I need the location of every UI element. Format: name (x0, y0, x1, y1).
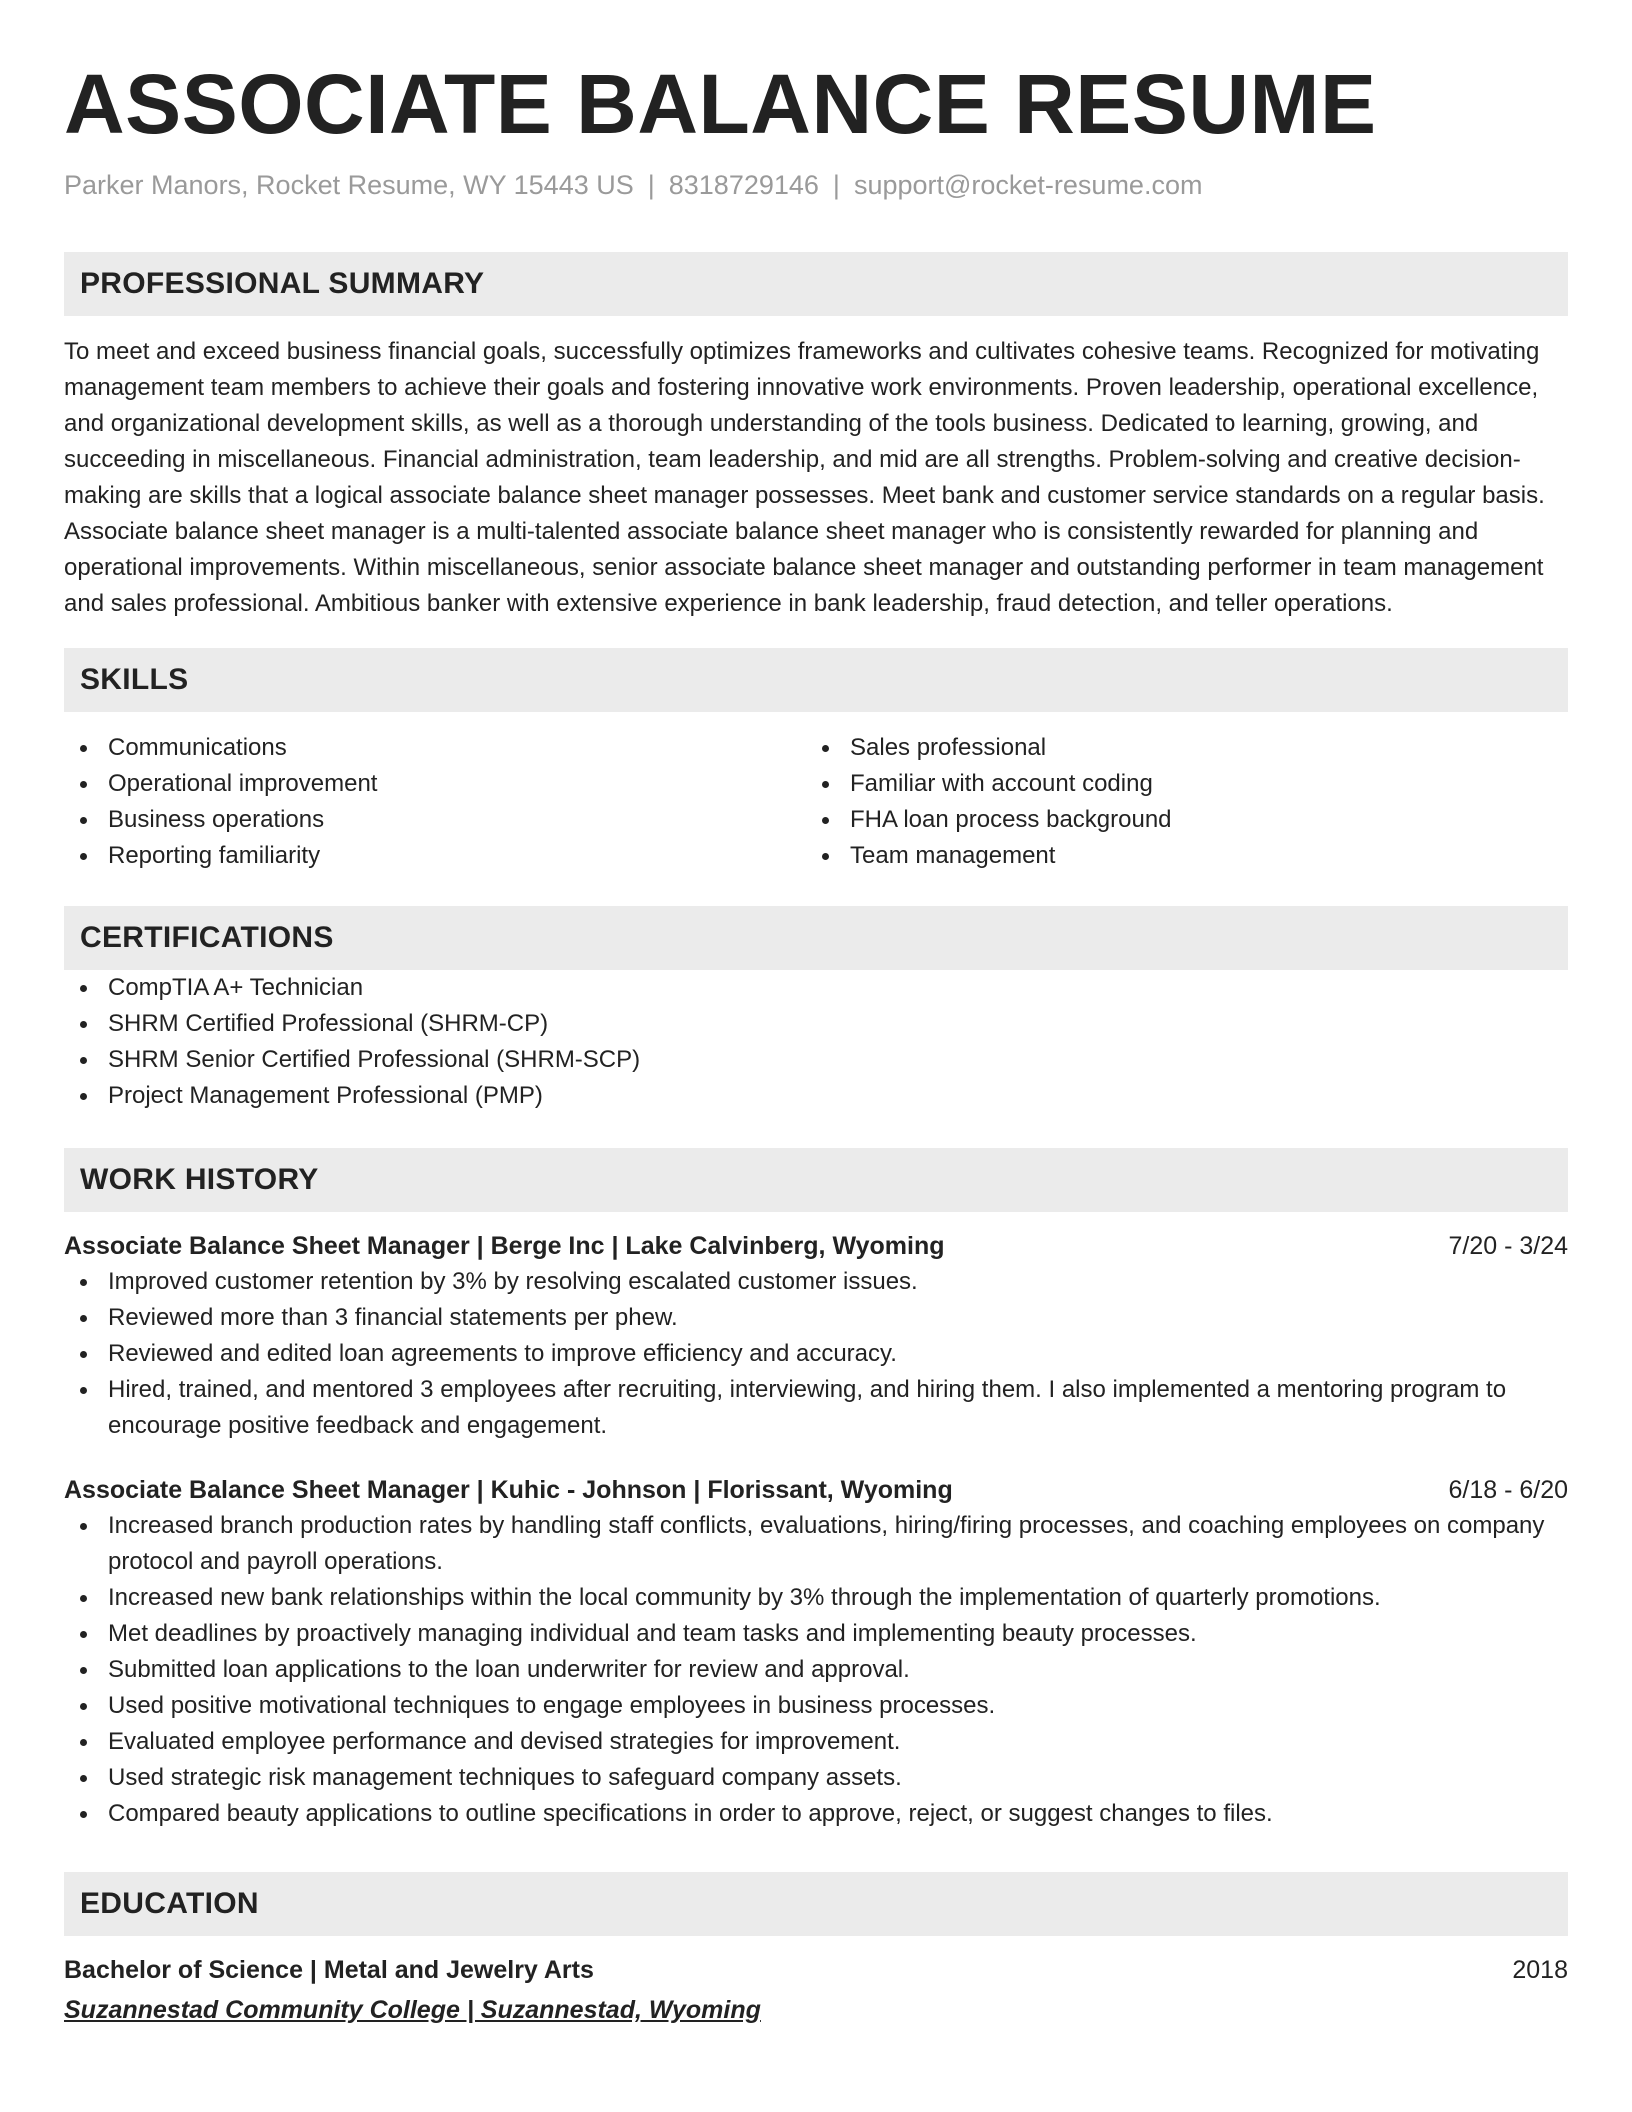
section-title: WORK HISTORY (80, 1163, 319, 1196)
bullet-icon (80, 1775, 87, 1782)
bullet-icon (80, 1667, 87, 1674)
job-bullet (64, 1264, 1568, 1300)
certification-item (64, 1042, 1568, 1078)
bullet-icon (80, 1387, 87, 1394)
bullet-icon (822, 781, 829, 788)
bullet-icon (80, 781, 87, 788)
job-bullet (64, 1796, 1568, 1832)
bullet-icon (822, 745, 829, 752)
job-bullet-text: Increased branch production rates by handling staff conflicts, evaluations, hiring/firing processes, and coaching employees on company protocol and payroll operations. (108, 1512, 1545, 1575)
skill-label: FHA loan process background (850, 806, 1172, 833)
job-header (64, 1228, 1568, 1264)
job-bullet-text: Submitted loan applications to the loan underwriter for review and approval. (108, 1656, 910, 1683)
job-bullet (64, 1508, 1568, 1580)
bullet-icon (80, 1631, 87, 1638)
job-bullet-text: Met deadlines by proactively managing individual and team tasks and implementing beauty processes. (108, 1620, 1197, 1647)
skill-label: Familiar with account coding (850, 770, 1153, 797)
certification-item (64, 1078, 1568, 1114)
bullet-icon (80, 1057, 87, 1064)
skill-label: Business operations (108, 806, 325, 833)
bullet-icon (80, 817, 87, 824)
skill-item (806, 766, 1548, 802)
skill-item (64, 838, 806, 874)
skill-item (64, 766, 806, 802)
job-bullet-text: Hired, trained, and mentored 3 employees after recruiting, interviewing, and hiring them. I also implemented a mentoring program to encourage positive feedback and engagement. (108, 1376, 1507, 1439)
certification-label: SHRM Certified Professional (SHRM-CP) (108, 1010, 549, 1037)
section-header-skills (64, 648, 1568, 712)
bullet-icon (80, 1523, 87, 1530)
bullet-icon (80, 1595, 87, 1602)
education-header (64, 1952, 1568, 1988)
contact-email: support@rocket-resume.com (853, 170, 1203, 200)
section-header-summary (64, 252, 1568, 316)
certification-label: SHRM Senior Certified Professional (SHRM-SCP) (108, 1046, 641, 1073)
job-bullet-text: Improved customer retention by 3% by resolving escalated customer issues. (108, 1268, 918, 1295)
bullet-icon (822, 853, 829, 860)
bullet-icon (80, 1811, 87, 1818)
contact-separator: | (647, 170, 655, 200)
section-title: SKILLS (80, 663, 189, 696)
summary-paragraph: To meet and exceed business financial goals, successfully optimizes frameworks and cultivates cohesive teams. Recognized for motivating management team members to achieve their goals and fostering innovative work environments. Proven leadership, operational excellence, and organizational development skills, as well as a thorough understanding of the tools business. Dedicated to learning, growing, and succeeding in miscellaneous. Financial administration, team leadership, and mid are all strengths. Problem-solving and creative decision-making are skills that a logical associate balance sheet manager possesses. Meet bank and customer service standards on a regular basis. Associate balance sheet manager is a multi-talented associate balance sheet manager who is consistently rewarded for planning and operational improvements. Within miscellaneous, senior associate balance sheet manager and outstanding performer in team management and sales professional. Ambitious banker with extensive experience in bank leadership, fraud detection, and teller operations. (64, 338, 1545, 617)
skill-item (806, 838, 1548, 874)
job-bullet-text: Increased new bank relationships within the local community by 3% through the implementation of quarterly promotions. (108, 1584, 1381, 1611)
job-bullet-text: Used positive motivational techniques to engage employees in business processes. (108, 1692, 996, 1719)
skill-item (806, 730, 1548, 766)
section-header-work-history (64, 1148, 1568, 1212)
skills-grid (64, 730, 1568, 874)
skill-label: Operational improvement (108, 770, 378, 797)
contact-address: Parker Manors, Rocket Resume, WY 15443 US (64, 170, 634, 200)
skill-label: Sales professional (850, 734, 1047, 761)
job-entry (64, 1472, 1568, 1832)
skill-item (64, 802, 806, 838)
job-bullet (64, 1616, 1568, 1652)
bullet-icon (80, 853, 87, 860)
job-entry (64, 1228, 1568, 1444)
section-title: CERTIFICATIONS (80, 921, 334, 954)
contact-line (64, 168, 1568, 202)
section-title: EDUCATION (80, 1887, 259, 1920)
bullet-icon (80, 745, 87, 752)
bullet-icon (822, 817, 829, 824)
job-bullet-text: Reviewed more than 3 financial statements per phew. (108, 1304, 678, 1331)
skills-column-left (64, 730, 806, 874)
education-year: 2018 (1512, 1956, 1568, 1984)
contact-phone: 8318729146 (668, 170, 819, 200)
education-entry (64, 1952, 1568, 2028)
contact-separator: | (832, 170, 840, 200)
job-bullet (64, 1336, 1568, 1372)
education-degree: Bachelor of Science | Metal and Jewelry Arts (64, 1956, 594, 1984)
bullet-icon (80, 1279, 87, 1286)
skill-label: Communications (108, 734, 287, 761)
section-header-education (64, 1872, 1568, 1936)
job-bullet (64, 1760, 1568, 1796)
skill-item (806, 802, 1548, 838)
skill-label: Reporting familiarity (108, 842, 321, 869)
skill-label: Team management (850, 842, 1056, 869)
job-bullet (64, 1652, 1568, 1688)
job-bullet (64, 1580, 1568, 1616)
job-bullet-text: Compared beauty applications to outline specifications in order to approve, reject, or suggest changes to files. (108, 1800, 1273, 1827)
resume-title: ASSOCIATE BALANCE RESUME (64, 57, 1377, 151)
certification-item (64, 970, 1568, 1006)
section-header-certifications (64, 906, 1568, 970)
job-title: Associate Balance Sheet Manager | Berge Inc | Lake Calvinberg, Wyoming (64, 1232, 945, 1260)
job-bullet-text: Used strategic risk management techniques to safeguard company assets. (108, 1764, 902, 1791)
certification-label: Project Management Professional (PMP) (108, 1082, 543, 1109)
bullet-icon (80, 1703, 87, 1710)
education-school: Suzannestad Community College | Suzannestad, Wyoming (64, 1996, 761, 2024)
job-header (64, 1472, 1568, 1508)
job-bullet (64, 1300, 1568, 1336)
skills-column-right (806, 730, 1548, 874)
bullet-icon (80, 1351, 87, 1358)
skill-item (64, 730, 806, 766)
bullet-icon (80, 985, 87, 992)
job-bullet-list (64, 1264, 1568, 1444)
bullet-icon (80, 1021, 87, 1028)
certification-label: CompTIA A+ Technician (108, 974, 364, 1001)
bullet-icon (80, 1093, 87, 1100)
job-bullet (64, 1724, 1568, 1760)
job-bullet-text: Evaluated employee performance and devised strategies for improvement. (108, 1728, 901, 1755)
section-title: PROFESSIONAL SUMMARY (80, 267, 485, 300)
job-bullet (64, 1372, 1568, 1444)
job-title: Associate Balance Sheet Manager | Kuhic - Johnson | Florissant, Wyoming (64, 1476, 953, 1504)
job-dates: 6/18 - 6/20 (1448, 1476, 1568, 1504)
job-dates: 7/20 - 3/24 (1448, 1232, 1568, 1260)
job-bullet (64, 1688, 1568, 1724)
job-bullet-list (64, 1508, 1568, 1832)
certification-list (64, 970, 1568, 1114)
bullet-icon (80, 1315, 87, 1322)
bullet-icon (80, 1739, 87, 1746)
job-bullet-text: Reviewed and edited loan agreements to improve efficiency and accuracy. (108, 1340, 897, 1367)
certification-item (64, 1006, 1568, 1042)
